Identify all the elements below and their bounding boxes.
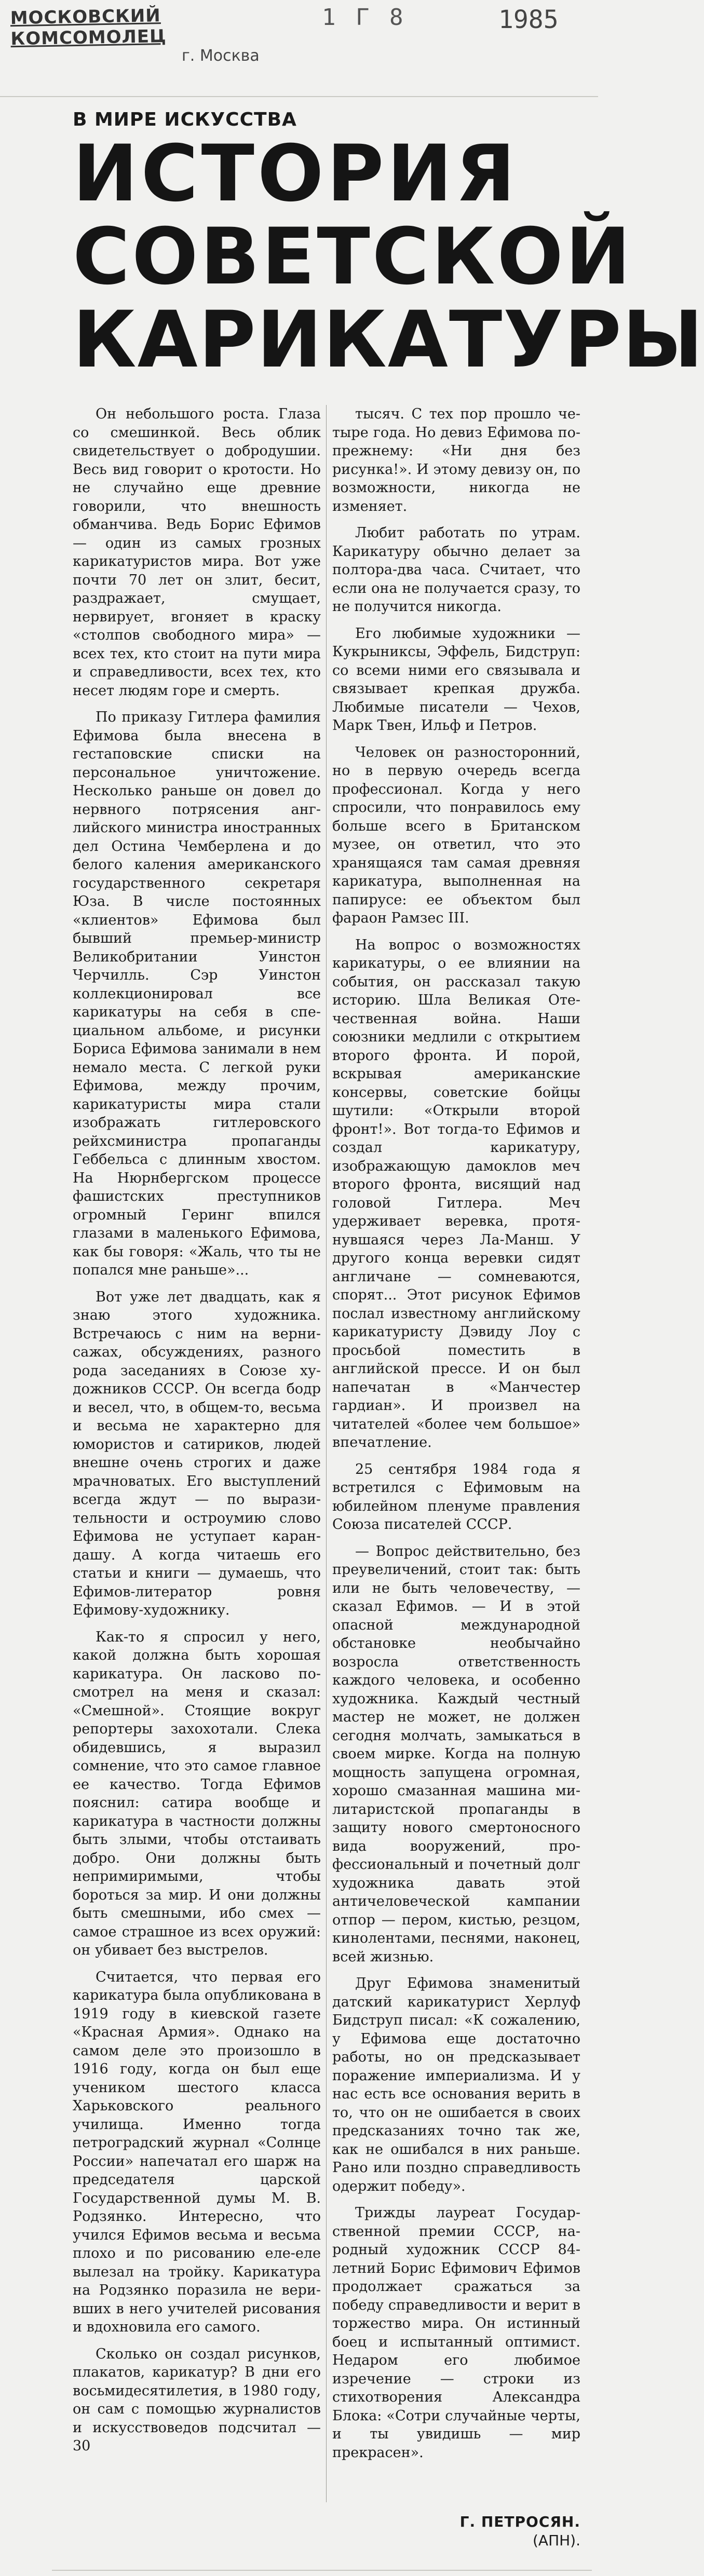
stamp-city: г. Москва [182,47,260,65]
paragraph: По приказу Гитлера фамилия Ефимова была внесена в гестаповские списки на персональное уничтожение. Несколько раньше он довел до нервного потрясения английского министра иностранных дел Остина Чемберлена и до белого каления американского государственного секретаря Юза. В числе постоянных «клиентов» Ефимова был бывший премьер-министр Великобритании Уинстон Черчилль. Сэр Уинстон коллекционировал все карикатуры на себя в специальном альбоме, и рисунки Бориса Ефимова занимали в нем немало места. С легкой руки Ефимова, между прочим, карикатуристы мира стали изображать гитлеровского рейхсминистра пропаганды Геббельса с длинным хвостом. На Нюрнбергском процессе фашистских преступников огромный Геринг впился глазами в маленького Ефимова, как бы говоря: «Жаль, что ты не попался мне раньше»... [73,709,321,1278]
paragraph: Как-то я спросил у него, какой должна быть хорошая карикатура. Он ласково посмотрел на меня и сказал: «Смешной». Стоящие вокруг репортеры захохотали. Слека обидевшись, я выразил сомнение, что это самое главное ее качество. Тогда Ефимов пояснил: сатира вообще и карикатура в частности должны быть злыми, чтобы отстаивать добро. Они должны быть непримиримыми, чтобы бороться за мир. И они должны быть смешными, ибо смех — самое страшное из всех оружий: он убивает без выстрелов. [73,1629,321,1958]
paragraph: Он небольшого роста. Глаза со смешинкой. Весь облик свидетельствует о добродушии. Весь вид говорит о кротости. Но не случайно еще древние говорили, что внешность обманчива. Ведь Борис Ефимов — один из самых грозных карикатуристов мира. Вот уже почти 70 лет он злит, бесит, раздражает, смущает, нервирует, вгоняет в краску «столпов свободного мира» — всех тех, кто стоит на пути мира и справедливости, всех тех, кто несет людям горе и смерть. [73,406,321,699]
paragraph: Любит работать по утрам. Карикатуру обычно делает за полтора-два часа. Считает, что если она не получается сразу, то не получится никогда. [332,525,580,615]
title-line-1: ИСТОРИЯ [73,129,519,219]
paragraph: 25 сентября 1984 года я встретился с Ефимовым на юбилейном пленуме правления Союза писателей СССР. [332,1461,580,1533]
article-column-right [332,405,580,2470]
paragraph: Друг Ефимова знаменитый датский карикатурист Херлуф Бидструп писал: «К сожалению, у Ефимова еще достаточно работы, но он предсказывает поражение империализма. И у нас есть все основания верить в то, что он не ошибается в своих предсказаниях точно так же, как не ошибался в них раньше. Рано или поздно справедливость одержит победу». [332,1975,580,2194]
paragraph: — Вопрос действительно, без преувеличений, стоит так: быть или не быть человечеству, — сказал Ефимов. — И в этой опасной международной обстановке необычайно возросла ответственность каждого человека, и особенно художника. Каждый честный мастер не может, не должен сегодня молчать, замыкаться в своем мирке. Когда на полную мощность запущена огромная, хорошо смазанная машина милитаристской пропаганды в защиту нового смертоносного вида вооружений, профессиональный и почетный долг художника давать этой античеловеческой кампании отпор — пером, кистью, резцом, кинолентами, песнями, наконец, всей жизнью. [332,1543,580,1965]
article-title [73,129,704,385]
paragraph: Вот уже лет двадцать, как я знаю этого художника. Встречаюсь с ним на вернисажах, обсуждениях, разного рода заседаниях в Союзе художников СССР. Он всегда бодр и весел, что, в общем-то, весьма и весьма не характерно для юмористов и сатириков, людей внешне очень строгих и даже мрачноватых. Его выступлений всегда ждут — по выразительности и остроумию слово Ефимова не уступает карандашу. А когда читаешь его статьи и книги — думаешь, что Ефимов-литератор ровня Ефимову-художнику. [73,1289,321,1618]
stamp-newspaper-name: МОСКОВСКИЙ КОМСОМОЛЕЦ [10,5,167,50]
library-stamp [0,0,598,99]
paragraph: Трижды лауреат Государственной премии СССР, народный художник СССР 84-летний Борис Ефимович Ефимов продолжает сражаться за победу справедливости и верит в торжество мира. Он истинный боец и испытанный оптимист. Недаром его любимое изречение — строки из стихотворения Александра Блока: «Сотри случайные черты, и ты увидишь — мир прекрасен». [332,2205,580,2461]
column-divider [326,405,327,2502]
stamp-year: 1985 [498,5,559,34]
title-line-2: СОВЕТСКОЙ [73,212,633,302]
paragraph: Считается, что первая его карикатура была опубликована в 1919 году в киевской газете «Красная Армия». Однако на самом деле это произошло в 1916 году, когда он был еще учеником шестого класса Харьковского реального училища. Именно тогда петроградский журнал «Солнце России» напечатал его шарж на председателя царской Государственной думы М. В. Родзянко. Интересно, что учился Ефимов весьма и весьма плохо и по рисованию еле-еле вылезал на тройку. Карикатура на Родзянко поразила не веривших в него учителей рисования и вдохновила его самого. [73,1969,321,2335]
clipping-top-edge [0,96,598,97]
paragraph: Человек он разносторонний, но в первую очередь всегда профессионал. Когда у него спросили, что понравилось ему больше всего в Британском музее, он ответил, что это хранящаяся там самая древняя карикатура, выполненная на папирусе: ее объектом был фараон Рамзес III. [332,744,580,926]
paragraph: На вопрос о возможностях карикатуры, о ее влиянии на события, он рассказал такую историю. Шла Великая Отечественная война. Наши союзники медлили с открытием второго фронта. И порой, вскрывая американские консервы, советские бойцы шутили: «Открыли второй фронт!». Вот тогда-то Ефимов и создал карикатуру, изображающую дамоклов меч второго фронта, висящий над головой Гитлера. Меч удерживает веревка, протянувшаяся через Ла-Манш. У другого конца веревки сидят англичане — сомневаются, спорят... Этот рисунок Ефимов послал известному английскому карикатуристу Дэвиду Лоу с просьбой поместить в английской прессе. И он был напечатан в «Манчестер гардиан». И произвел на читателей «более чем большое» впечатление. [332,937,580,1450]
article-column-left [73,405,321,2464]
byline [332,2513,580,2550]
clipping-bottom-edge [52,2570,592,2571]
author-name: Г. ПЕТРОСЯН. [459,2513,580,2530]
section-rubric: В МИРЕ ИСКУССТВА [73,109,297,130]
stamp-date: 1 Г 8 [322,4,407,31]
paragraph: Его любимые художники — Кукрыниксы, Эффель, Бидструп: со всеми ними его связывала и связывает крепкая дружба. Любимые писатели — Чехов, Марк Твен, Ильф и Петров. [332,625,580,734]
news-agency: (АПН). [532,2532,580,2549]
title-line-3: КАРИКАТУРЫ [73,295,704,385]
paragraph: тысяч. С тех пор прошло четыре года. Но девиз Ефимова по-прежнему: «Ни дня без рисунка!». И этому девизу он, по возможности, никогда не изменяет. [332,406,580,514]
paragraph: Сколько он создал рисунков, плакатов, карикатур? В дни его восьмидесятилетия, в 1980 году, он сам с помощью журналистов и искусствоведов подсчитал — 30 [73,2345,321,2454]
